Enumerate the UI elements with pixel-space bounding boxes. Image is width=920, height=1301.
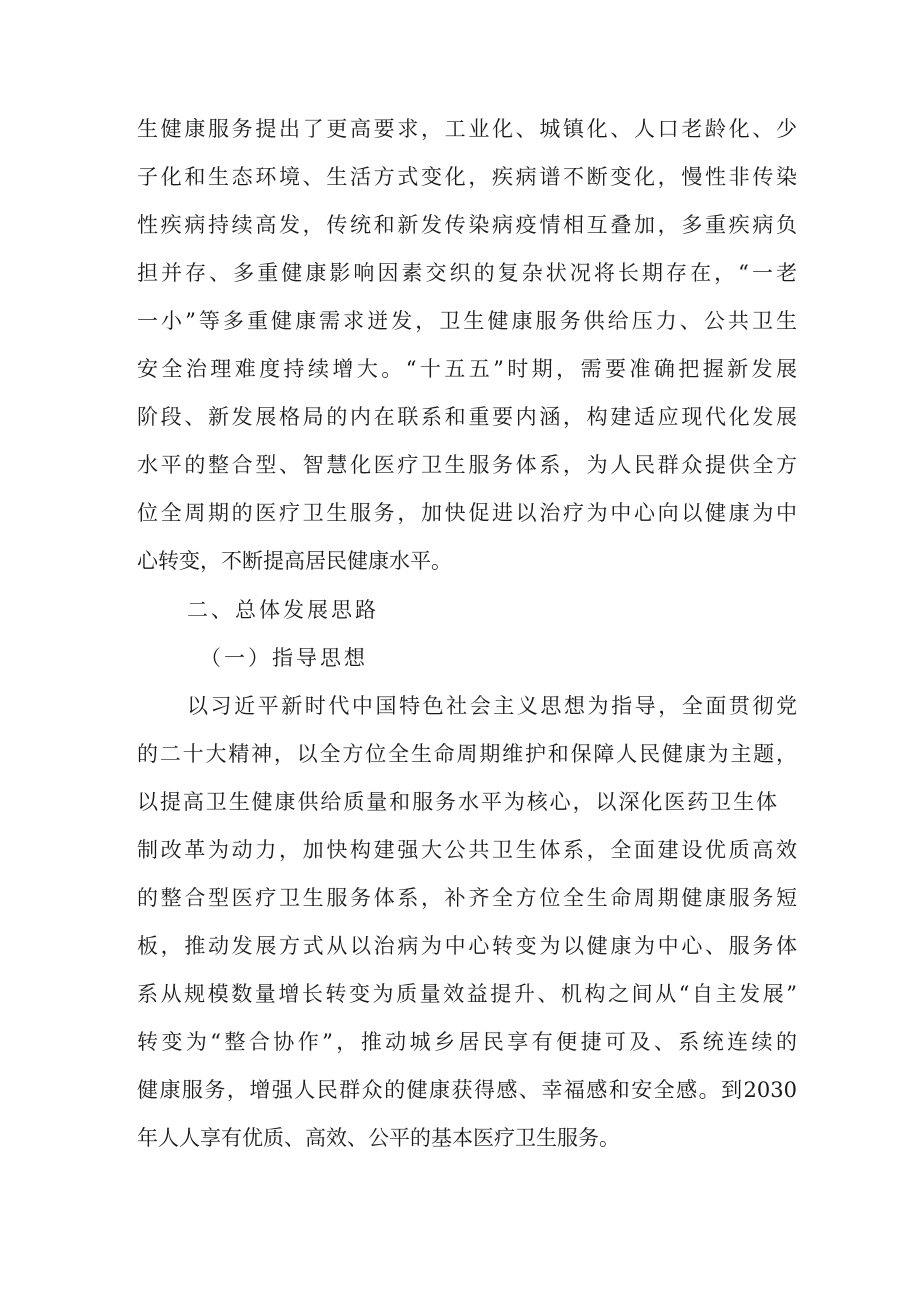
paragraph1-line-5: 一小”等多重健康需求迸发，卫生健康服务供给压力、公共卫生 bbox=[137, 309, 797, 333]
paragraph2-line-5: 的整合型医疗卫生服务体系，补齐全方位全生命周期健康服务短 bbox=[137, 886, 797, 910]
paragraph2-line-2: 的二十大精神，以全方位全生命周期维护和保障人民健康为主题， bbox=[137, 742, 797, 766]
paragraph1-line-10: 心转变，不断提高居民健康水平。 bbox=[137, 549, 452, 573]
paragraph2-line-10: 年人人享有优质、高效、公平的基本医疗卫生服务。 bbox=[137, 1126, 620, 1150]
paragraph1-line-6: 安全治理难度持续增大。“十五五”时期，需要准确把握新发展 bbox=[137, 357, 797, 381]
paragraph2-line-8: 转变为“整合协作”，推动城乡居民享有便捷可及、系统连续的 bbox=[137, 1030, 797, 1054]
section-heading: 二、总体发展思路 bbox=[187, 598, 379, 622]
paragraph2-line-6: 板，推动发展方式从以治病为中心转变为以健康为中心、服务体 bbox=[137, 934, 797, 958]
paragraph2-line-4: 制改革为动力，加快构建强大公共卫生体系，全面建设优质高效 bbox=[137, 838, 797, 862]
paragraph1-line-4: 担并存、多重健康影响因素交织的复杂状况将长期存在，“一老 bbox=[137, 261, 797, 285]
paragraph2-line-7: 系从规模数量增长转变为质量效益提升、机构之间从“自主发展” bbox=[137, 982, 797, 1006]
paragraph2-line-1: 以习近平新时代中国特色社会主义思想为指导，全面贯彻党 bbox=[187, 694, 797, 718]
subsection-heading: （一）指导思想 bbox=[200, 646, 368, 670]
paragraph1-line-1: 生健康服务提出了更高要求，工业化、城镇化、人口老龄化、少 bbox=[137, 117, 797, 141]
paragraph1-line-9: 位全周期的医疗卫生服务，加快促进以治疗为中心向以健康为中 bbox=[137, 501, 797, 525]
paragraph1-line-7: 阶段、新发展格局的内在联系和重要内涵，构建适应现代化发展 bbox=[137, 405, 797, 429]
paragraph1-line-2: 子化和生态环境、生活方式变化，疾病谱不断变化，慢性非传染 bbox=[137, 165, 797, 189]
paragraph1-line-3: 性疾病持续高发，传统和新发传染病疫情相互叠加，多重疾病负 bbox=[137, 213, 797, 237]
paragraph2-line-3: 以提高卫生健康供给质量和服务水平为核心，以深化医药卫生体 bbox=[137, 790, 777, 814]
paragraph1-line-8: 水平的整合型、智慧化医疗卫生服务体系，为人民群众提供全方 bbox=[137, 453, 797, 477]
paragraph2-line-9: 健康服务，增强人民群众的健康获得感、幸福感和安全感。到2030 bbox=[137, 1078, 797, 1102]
